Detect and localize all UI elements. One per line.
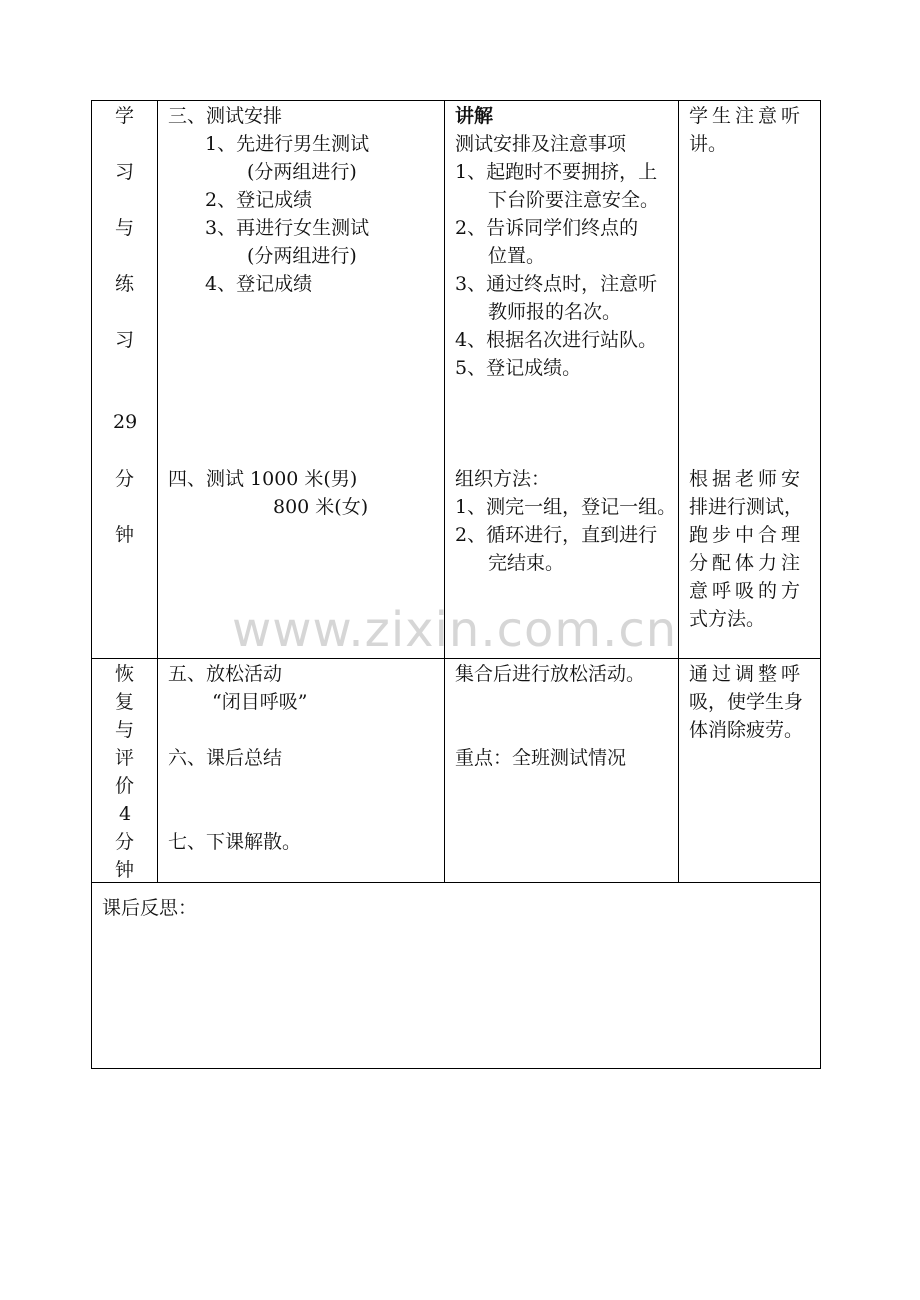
- list-item: 1、先进行男生测试: [205, 133, 370, 155]
- table-border-bottom: [91, 1068, 821, 1069]
- stage-char: 复: [115, 691, 135, 713]
- teacher-text: 重点：全班测试情况: [455, 747, 627, 769]
- stage-char: 29: [113, 411, 138, 433]
- student-text: 意呼吸的方: [689, 580, 805, 602]
- student-text: 体消除疲劳。: [689, 719, 804, 741]
- section-heading: 三、测试安排: [168, 105, 283, 127]
- list-item-note: (分两组进行): [247, 245, 357, 267]
- list-item-cont: 位置。: [488, 245, 546, 267]
- student-text: 排进行测试，: [689, 496, 804, 518]
- student-text: 跑步中合理: [689, 524, 805, 546]
- teacher-text: 集合后进行放松活动。: [455, 663, 646, 685]
- reflection-label: 课后反思：: [102, 897, 198, 919]
- list-item: 1、测完一组，登记一组。: [455, 496, 677, 518]
- list-item: 2、登记成绩: [205, 189, 313, 211]
- col-divider: [678, 100, 679, 883]
- student-text: 分配体力注: [689, 552, 805, 574]
- section-heading-sub: 800 米(女): [273, 496, 369, 518]
- stage-char: 习: [115, 161, 135, 183]
- list-item-cont: 教师报的名次。: [488, 301, 622, 323]
- stage-char: 分: [115, 468, 135, 490]
- list-item: 3、再进行女生测试: [205, 217, 370, 239]
- watermark: www.zixin.com.cn: [232, 602, 678, 658]
- section-heading: 四、测试 1000 米(男): [168, 468, 358, 490]
- cell-subheading: 测试安排及注意事项: [455, 133, 627, 155]
- stage-char: 钟: [115, 859, 135, 881]
- section-heading-sub: “闭目呼吸”: [212, 691, 308, 713]
- list-item: 1、起跑时不要拥挤，上: [455, 161, 658, 183]
- table-border-top: [91, 100, 821, 101]
- student-text: 讲。: [689, 133, 728, 155]
- table-border-right: [820, 100, 821, 1069]
- stage-char: 与: [115, 217, 135, 239]
- list-item: 4、根据名次进行站队。: [455, 329, 658, 351]
- student-text: 式方法。: [689, 608, 766, 630]
- section-heading: 五、放松活动: [168, 663, 283, 685]
- list-item: 2、告诉同学们终点的: [455, 217, 639, 239]
- list-item-note: (分两组进行): [247, 161, 357, 183]
- stage-char: 分: [115, 831, 135, 853]
- stage-char: 4: [119, 803, 132, 825]
- section-heading: 七、下课解散。: [168, 831, 302, 853]
- list-item: 2、循环进行，直到进行: [455, 524, 658, 546]
- row-divider: [91, 658, 821, 659]
- stage-char: 练: [115, 273, 135, 295]
- student-text: 根据老师安: [689, 468, 805, 490]
- stage-char: 习: [115, 329, 135, 351]
- list-item: 3、通过终点时，注意听: [455, 273, 658, 295]
- list-item-cont: 完结束。: [488, 552, 565, 574]
- stage-char: 恢: [115, 663, 135, 685]
- cell-subheading: 组织方法：: [455, 468, 551, 490]
- stage-char: 学: [115, 105, 135, 127]
- row-divider: [91, 882, 821, 883]
- student-text: 吸，使学生身: [689, 691, 804, 713]
- stage-char: 与: [115, 719, 135, 741]
- stage-char: 评: [115, 747, 135, 769]
- col-divider: [444, 100, 445, 883]
- table-border-left: [91, 100, 92, 1069]
- list-item: 5、登记成绩。: [455, 357, 582, 379]
- stage-char: 价: [115, 775, 135, 797]
- col-divider: [157, 100, 158, 883]
- section-heading: 六、课后总结: [168, 747, 283, 769]
- stage-char: 钟: [115, 524, 135, 546]
- student-text: 学生注意听: [689, 105, 805, 127]
- cell-heading: 讲解: [455, 105, 494, 127]
- list-item-cont: 下台阶要注意安全。: [488, 189, 660, 211]
- student-text: 通过调整呼: [689, 663, 805, 685]
- list-item: 4、登记成绩: [205, 273, 313, 295]
